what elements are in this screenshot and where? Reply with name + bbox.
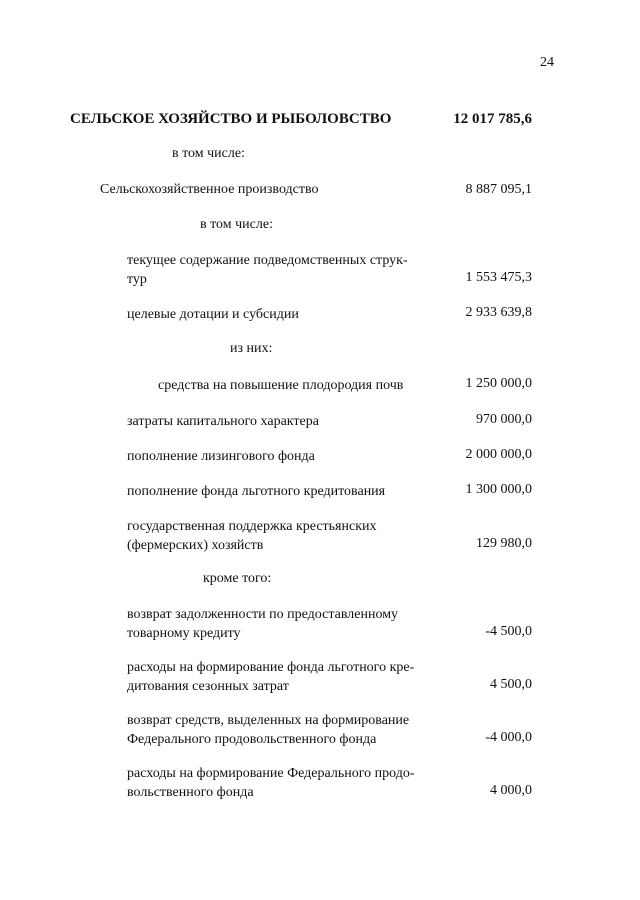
line-item-amount: 2 933 639,8 [465, 305, 532, 320]
extra-item-food-fund-return [127, 711, 409, 749]
extra-item-food-fund [127, 764, 415, 802]
line-item-preferential-credit [127, 482, 385, 501]
extra-item-credit-return [127, 605, 398, 643]
line-item-text: пополнение фонда льготного кредитования [127, 484, 386, 499]
agri-production-amount: 8 887 095,1 [465, 182, 532, 197]
agri-production-label: Сельскохозяйственное производство [100, 182, 319, 197]
including-label: в том числе: [172, 146, 245, 161]
line-item-text: возврат задолженности по предоставленному [127, 607, 399, 622]
line-item-text: расходы на формирование фонда льготного кре- [127, 660, 415, 675]
line-item-text: товарному кредиту [127, 626, 241, 641]
extra-item-seasonal-fund [127, 658, 414, 696]
page-number: 24 [540, 55, 554, 70]
line-item-amount: -4 500,0 [485, 624, 532, 639]
besides-label: кроме того: [203, 571, 272, 586]
line-item-text: тур [127, 272, 147, 287]
line-item-current-maintenance [127, 251, 408, 289]
line-item-text: текущее содержание подведомственных струк- [127, 253, 408, 268]
line-item-amount: 1 300 000,0 [465, 482, 532, 497]
line-item-amount: 4 500,0 [490, 677, 532, 692]
line-item-soil-fertility [158, 376, 403, 395]
line-item-text: пополнение лизингового фонда [127, 449, 315, 464]
line-item-amount: 129 980,0 [476, 536, 532, 551]
line-item-text: государственная поддержка крестьянских [127, 519, 377, 534]
line-item-amount: 1 250 000,0 [465, 376, 532, 391]
line-item-text: расходы на формирование Федерального продо- [127, 766, 415, 781]
line-item-text: Федерального продовольственного фонда [127, 732, 377, 747]
line-item-farm-support [127, 517, 376, 555]
line-item-amount: 970 000,0 [476, 412, 532, 427]
line-item-amount: 1 553 475,3 [465, 270, 532, 285]
line-item-text: целевые дотации и субсидии [127, 307, 299, 322]
line-item-text: возврат средств, выделенных на формирование [127, 713, 410, 728]
line-item-capital-costs [127, 412, 319, 431]
line-item-amount: 2 000 000,0 [465, 447, 532, 462]
line-item-text: (фермерских) хозяйств [127, 538, 264, 553]
line-item-amount: 4 000,0 [490, 783, 532, 798]
of-which-label: из них: [230, 341, 273, 356]
line-item-amount: -4 000,0 [485, 730, 532, 745]
line-item-text: вольственного фонда [127, 785, 254, 800]
section-title: СЕЛЬСКОЕ ХОЗЯЙСТВО И РЫБОЛОВСТВО [70, 111, 392, 127]
line-item-text: дитования сезонных затрат [127, 679, 289, 694]
section-total-amount: 12 017 785,6 [453, 111, 532, 127]
line-item-text: затраты капитального характера [127, 414, 319, 429]
line-item-text: средства на повышение плодородия почв [158, 378, 404, 393]
including-label-2: в том числе: [200, 217, 273, 232]
line-item-leasing-fund [127, 447, 315, 466]
line-item-subsidies [127, 305, 299, 324]
